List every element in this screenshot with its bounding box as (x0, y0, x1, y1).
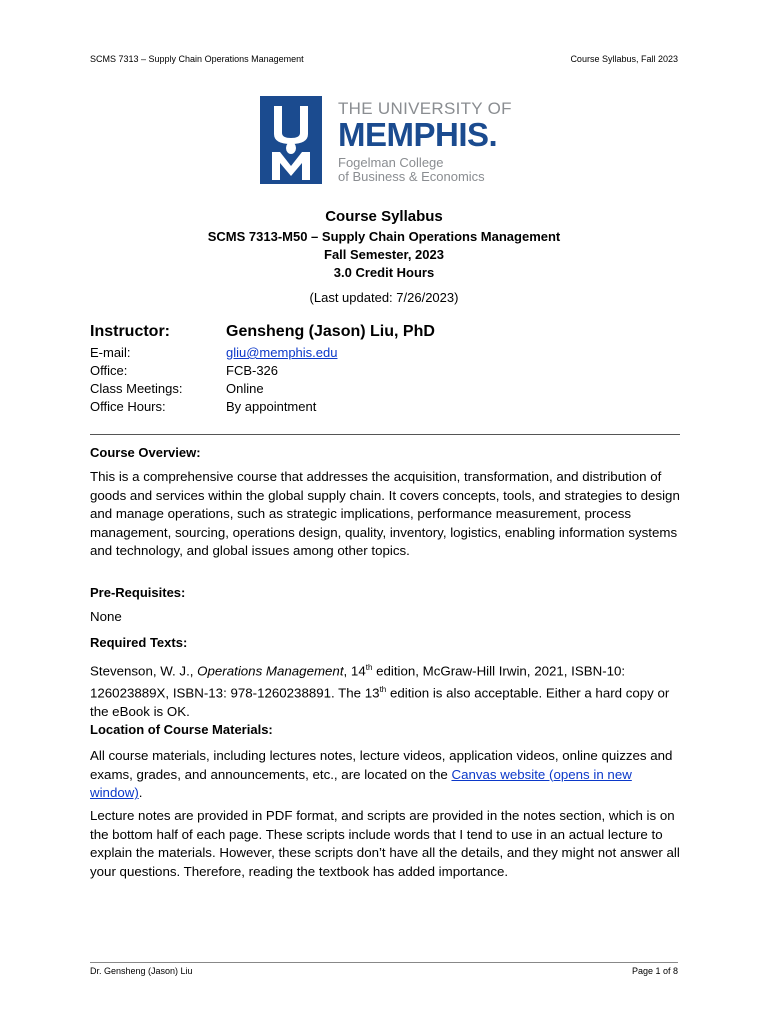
page-header (90, 54, 678, 64)
instructor-label: Instructor: (90, 323, 170, 340)
instructor-name: Gensheng (Jason) Liu, PhD (226, 323, 435, 340)
hours-value: By appointment (226, 399, 317, 414)
semester: Fall Semester, 2023 (324, 247, 444, 262)
logo-line-3: Fogelman College (338, 155, 444, 170)
canvas-link[interactable]: Canvas website (opens in new window) (90, 766, 632, 801)
u-of-m-icon (260, 96, 322, 184)
texts-author: Stevenson, W. J., (90, 663, 198, 679)
header-course: SCMS 7313 – Supply Chain Operations Management (90, 54, 304, 64)
logo-mark (260, 96, 322, 184)
lecture-notes-text: Lecture notes are provided in PDF format, and scripts are provided in the notes section, which is on the bottom half of each page. These scripts include words that I tend to use in an actual lecture to explain the materials. However, these scripts don’t have all the details, and they might not answer all your questions. Therefore, reading the textbook has added importance. (90, 808, 680, 879)
meetings-label: Class Meetings: (90, 381, 183, 396)
course-title: SCMS 7313-M50 – Supply Chain Operations Management (207, 229, 561, 244)
location-heading: Location of Course Materials: (90, 722, 273, 737)
texts-text (90, 659, 680, 722)
logo-line-4: of Business & Economics (338, 169, 485, 184)
email-link[interactable]: gliu@memphis.edu (226, 345, 338, 360)
meetings-value: Online (226, 381, 264, 396)
location-text-1: All course materials, including lectures notes, lecture videos, application videos, online quizzes and exams, grades, and announcements, etc., are located on the (90, 748, 673, 782)
location-text-1-end: . (138, 785, 143, 801)
prereq-text: None (90, 609, 122, 624)
logo-wordmark (338, 96, 512, 184)
texts-book-title: Operations Management (197, 663, 344, 679)
texts-edition-sup: th (365, 663, 373, 672)
prereq-heading: Pre-Requisites: (90, 585, 186, 600)
page-footer (90, 966, 678, 976)
texts-edition: , 14 (343, 663, 366, 679)
office-value: FCB-326 (226, 363, 279, 378)
header-doc-title: Course Syllabus, Fall 2023 (570, 54, 678, 64)
texts-heading: Required Texts: (90, 635, 188, 650)
texts-details-end: edition is also acceptable. Either a hard copy or the eBook is OK. (90, 685, 670, 720)
university-logo (260, 96, 522, 184)
office-label: Office: (90, 363, 128, 378)
logo-line-1: THE UNIVERSITY OF (338, 99, 512, 118)
last-updated: (Last updated: 7/26/2023) (309, 290, 459, 305)
page-number: Page 1 of 8 (631, 966, 678, 976)
section-divider (90, 434, 680, 435)
footer-author: Dr. Gensheng (Jason) Liu (90, 966, 193, 976)
overview-text: This is a comprehensive course that addresses the acquisition, transformation, and distribution of goods and services within the global supply chain. It covers concepts, tools, and strategies to design and manage operations, such as strategic implications, performance measurement, process management, sourcing, operations design, quality, inventory, logistics, enabling information systems and technology, and global issues among other topics. (90, 469, 680, 559)
hours-label: Office Hours: (90, 399, 166, 414)
overview-heading: Course Overview: (90, 445, 201, 460)
logo-line-2: MEMPHIS. (338, 116, 498, 153)
footer-divider (90, 962, 678, 963)
texts-details: edition, McGraw-Hill Irwin, 2021, ISBN-10: 126023889X, ISBN-13: 978-1260238891. The 13 (90, 663, 626, 701)
syllabus-title: Course Syllabus (325, 208, 443, 225)
texts-edition-sup-2: th (379, 685, 387, 695)
location-text (90, 747, 680, 803)
credit-hours: 3.0 Credit Hours (333, 265, 435, 280)
email-label: E-mail: (90, 345, 131, 360)
